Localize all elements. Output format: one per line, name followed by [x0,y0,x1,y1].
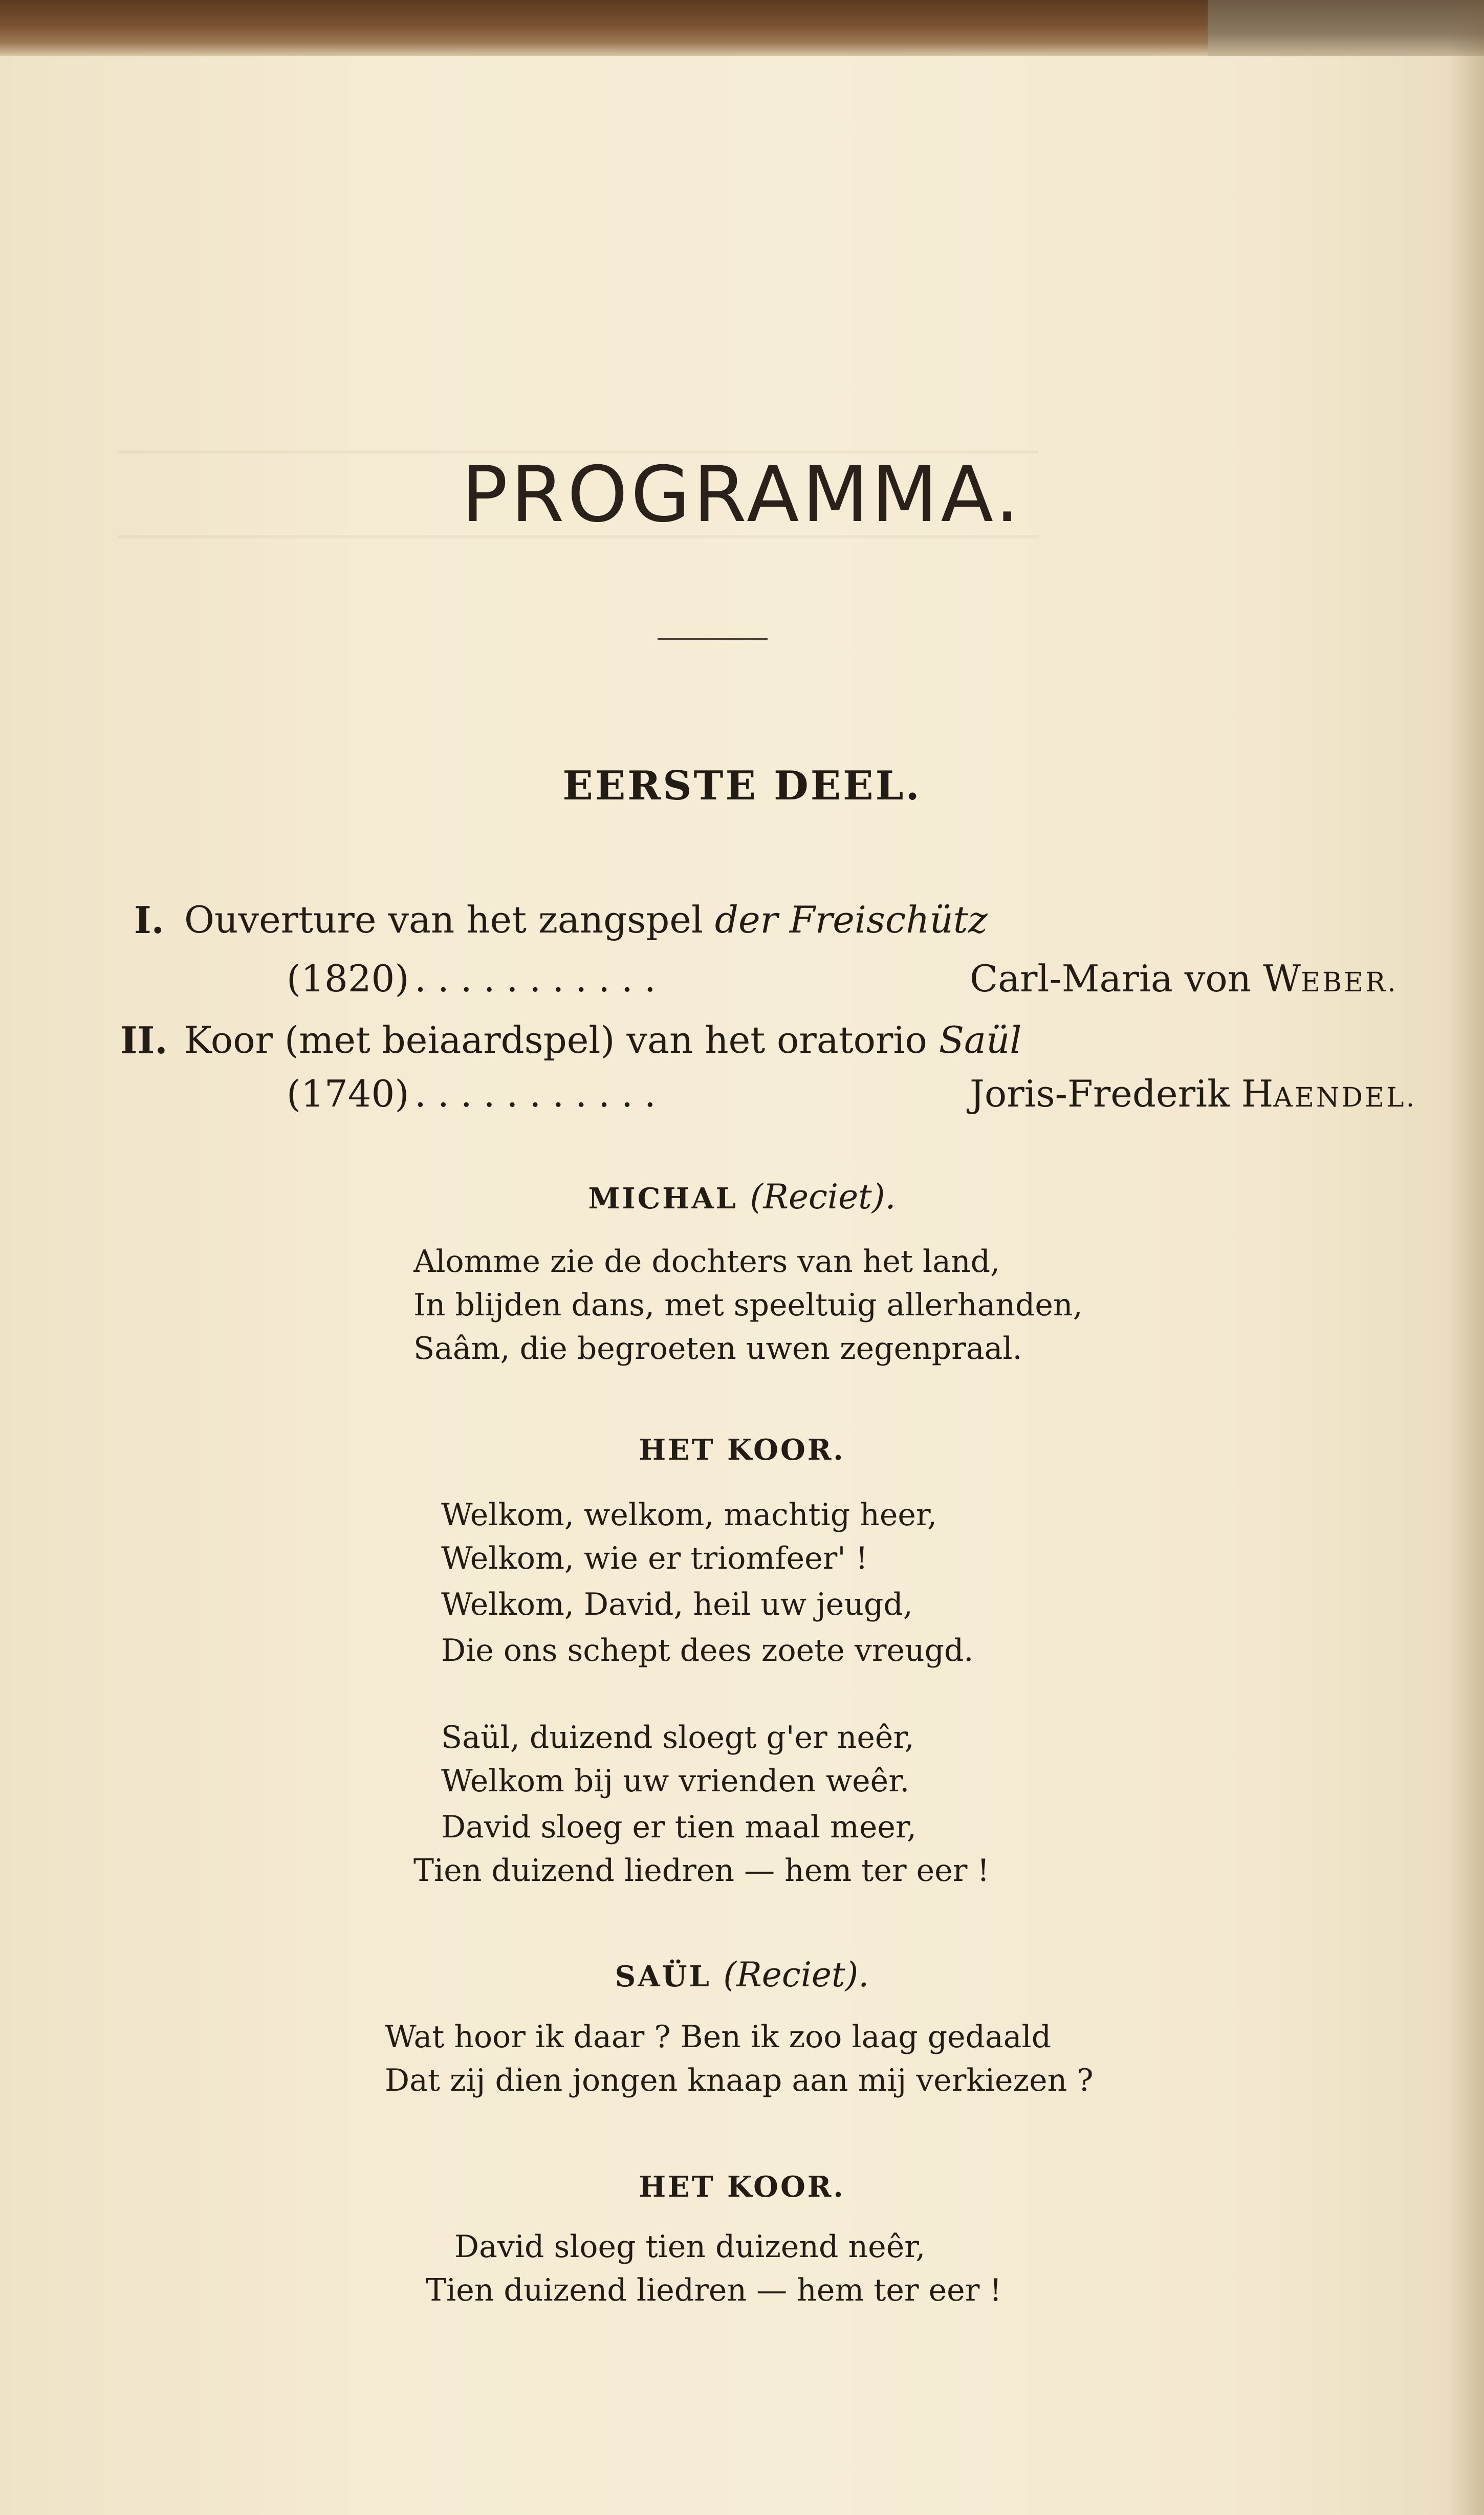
verse-line: Saâm, die begroeten uwen zegenpraal. [413,1331,1022,1367]
role-heading [0,1177,1484,1217]
composer-first-name: Carl-Maria von [970,957,1252,1000]
verse-line: Welkom, welkom, machtig heer, [441,1497,937,1533]
verse-line: Welkom, wie er triomfeer' ! [441,1541,868,1576]
leader-dots: ........... [414,957,667,1000]
role-name: HET KOOR. [639,2170,845,2204]
program-year: (1740) [287,1072,409,1115]
program-title-text: Koor (met beiaardspel) van het oratorio [184,1018,939,1061]
program-work-title: Saül [939,1018,1022,1061]
role-heading [0,1433,1484,1467]
page-gutter-shadow [1448,0,1484,2515]
section-title: EERSTE DEEL. [562,763,922,809]
verse-line: Dat zij dien jongen knaap aan mij verkiezen ? [385,2063,1094,2098]
title-divider [658,638,768,640]
verse-line: Welkom, David, heil uw jeugd, [441,1587,913,1622]
program-number: I. [134,898,164,942]
verse-line: Wat hoor ik daar ? Ben ik zoo laag gedaald [385,2019,1052,2055]
program-composer [970,1072,1416,1115]
role-note: (Reciet). [750,1177,896,1217]
program-composer [970,957,1398,1000]
program-year: (1820) [287,957,409,1000]
verse-line: David sloeg tien duizend neêr, [454,2229,926,2265]
program-title-text: Ouverture van het zangspel [184,898,715,941]
verse-line: Tien duizend liedren — hem ter eer ! [413,1853,990,1889]
program-number: II. [120,1018,168,1062]
composer-surname-rest: EBER. [1301,967,1398,998]
verse-line: In blijden dans, met speeltuig allerhanden, [413,1287,1083,1323]
role-name: HET KOOR. [639,1433,845,1467]
book-binding-edge [0,0,1484,56]
program-work-title: der Freischütz [714,898,988,941]
program-title [184,1018,1021,1061]
verse-line: Tien duizend liedren — hem ter eer ! [426,2272,1002,2308]
verse-line: Saül, duizend sloegt g'er neêr, [441,1720,914,1755]
verse-line: Welkom bij uw vrienden weêr. [441,1763,910,1799]
program-title [184,898,988,941]
verse-line: Alomme zie de dochters van het land, [413,1244,1000,1280]
verse-line: Die ons schept dees zoete vreugd. [441,1633,974,1668]
composer-surname-rest: AENDEL. [1273,1082,1417,1113]
page-title: PROGRAMMA. [461,450,1023,539]
composer-surname-initial: W [1262,957,1301,1000]
role-heading [0,1955,1484,1994]
composer-first-name: Joris-Frederik [970,1072,1230,1115]
role-heading [0,2170,1484,2204]
composer-surname-initial: H [1241,1072,1274,1115]
verse-line: David sloeg er tien maal meer, [441,1809,917,1845]
role-note: (Reciet). [723,1955,869,1994]
leader-dots: ........... [414,1072,667,1115]
role-name: MICHAL [588,1182,738,1216]
role-name: SAÜL [615,1960,711,1993]
